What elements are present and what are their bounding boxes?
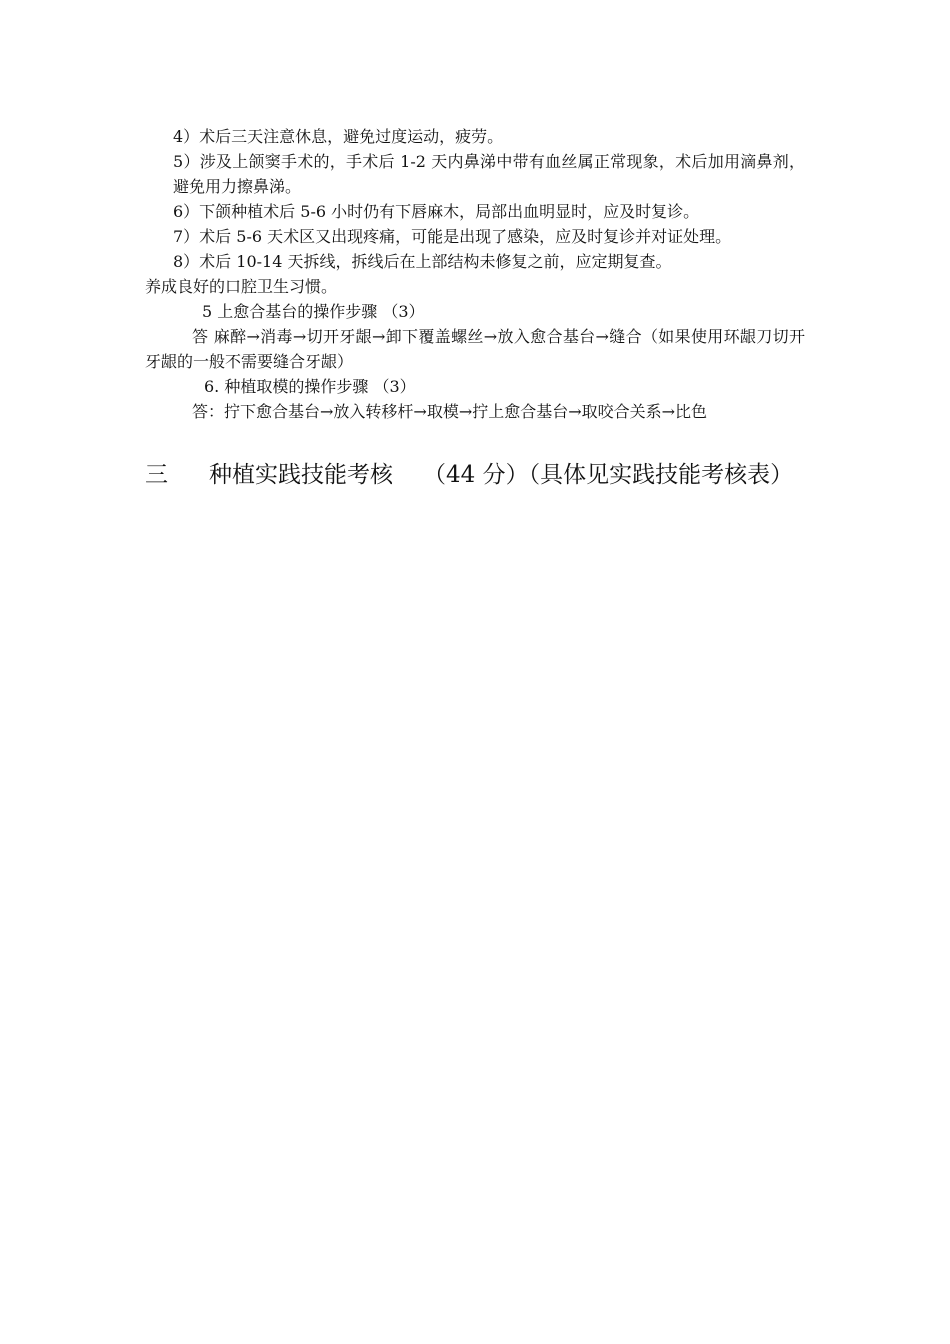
item-7-text: 7）术后 5-6 天术区又出现疼痛，可能是出现了感染，应及时复诊并对证处理。 (173, 227, 732, 246)
q6-title: 6. 种植取模的操作步骤 （3） (204, 377, 416, 396)
q6-answer: 答：拧下愈合基台→放入转移杆→取模→拧上愈合基台→取咬合关系→比色 (192, 402, 708, 421)
list-item (145, 224, 805, 249)
list-item (145, 199, 805, 224)
list-item (145, 124, 805, 149)
section-score: （44 分） (423, 462, 529, 488)
list-item (145, 249, 805, 274)
item-4-text: 4）术后三天注意休息，避免过度运动，疲劳。 (173, 127, 504, 146)
item-6-text: 6）下颌种植术后 5-6 小时仍有下唇麻木，局部出血明显时，应及时复诊。 (173, 202, 700, 221)
q5-answer: 答 麻醉→消毒→切开牙龈→卸下覆盖螺丝→放入愈合基台→缝合（如果使用环龈刀切开牙龈的一般不需要缝合牙龈） (145, 327, 805, 371)
section-number: 三 (145, 462, 168, 488)
section-title: 种植实践技能考核 (209, 462, 393, 488)
q5-title: 5 上愈合基台的操作步骤 （3） (202, 302, 425, 321)
item-8-text: 8）术后 10-14 天拆线，拆线后在上部结构未修复之前，应定期复查。 (173, 252, 672, 271)
hygiene-line: 养成良好的口腔卫生习惯。 (145, 277, 338, 296)
section-note: （具体见实践技能考核表） (528, 462, 794, 488)
item-5-text: 5）涉及上颌窦手术的，手术后 1-2 天内鼻涕中带有血丝属正常现象，术后加用滴鼻剂，避免用力擦鼻涕。 (173, 152, 805, 196)
document-body (145, 124, 805, 498)
section-heading (145, 452, 805, 498)
list-item (145, 149, 805, 199)
